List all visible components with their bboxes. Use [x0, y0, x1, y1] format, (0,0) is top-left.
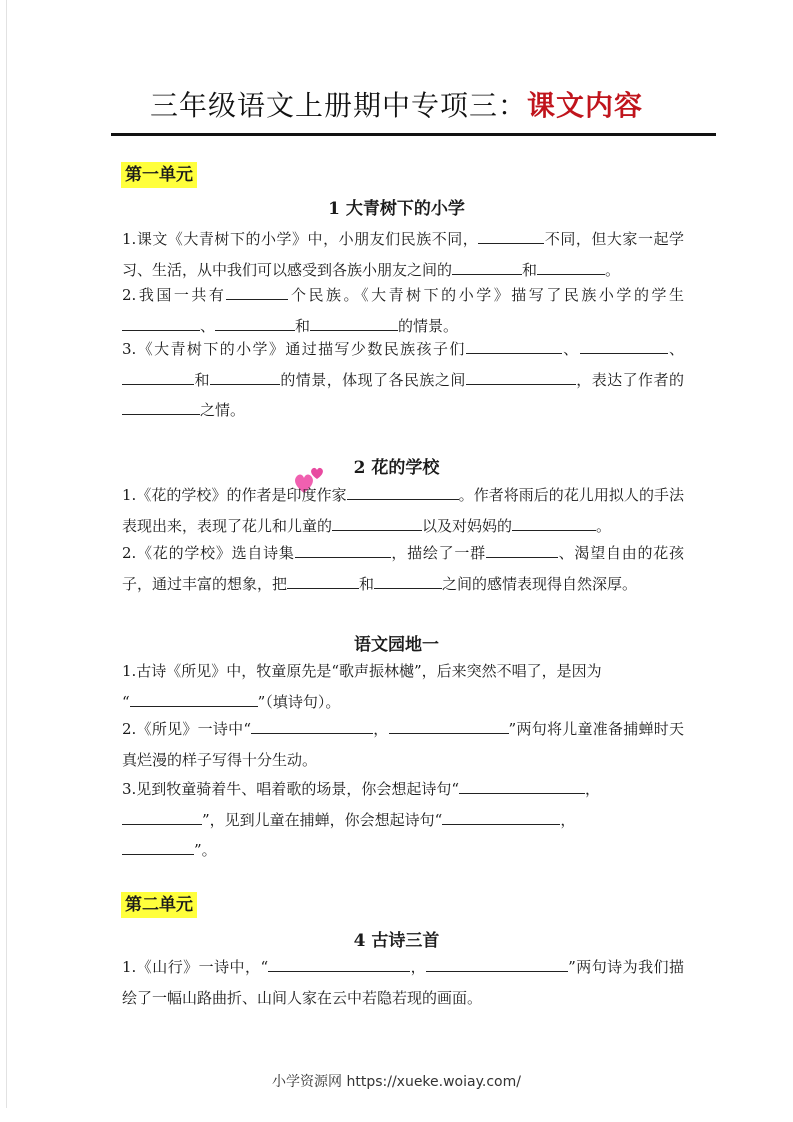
question-1-3: 3.《大青树下的小学》通过描写少数民族孩子们 、 、和 的情景，体现了各民族之间 ，表达了作者的之情。: [122, 334, 684, 426]
page-title: [0, 84, 793, 124]
answer-blank[interactable]: [310, 314, 398, 331]
answer-blank[interactable]: [512, 514, 596, 531]
question-2-1: 1.《花的学校》的作者是印度作家 。作者将雨后的花儿用拟人的手法表现出来，表现了花儿和儿童的 以及对妈妈的 。: [122, 480, 684, 541]
answer-blank[interactable]: [130, 690, 258, 707]
page-title-highlight: 课文内容: [527, 89, 644, 122]
page-title-main: 三年级语文上册期中专项三：: [149, 89, 527, 122]
unit-label-2: 第二单元: [121, 892, 197, 918]
title-rule: [111, 133, 716, 136]
question-1-2: 2.我国一共有 个民族。《大青树下的小学》描写了民族小学的学生、 和 的情景。: [122, 280, 684, 341]
answer-blank[interactable]: [251, 717, 373, 734]
answer-blank[interactable]: [442, 808, 560, 825]
lesson-title-1: 1 大青树下的小学: [328, 199, 465, 219]
question-2-2: 2.《花的学校》选自诗集 ，描绘了一群 、渴望自由的花孩子，通过丰富的想象，把 和 之间的感情表现得自然深厚。: [122, 538, 684, 599]
unit-label-1: 第一单元: [121, 162, 197, 188]
answer-blank[interactable]: [452, 258, 522, 275]
answer-blank[interactable]: [215, 314, 295, 331]
footer-watermark: 小学资源网 https://xueke.woiay.com/: [272, 1074, 521, 1090]
answer-blank[interactable]: [122, 398, 200, 415]
answer-blank[interactable]: [459, 777, 585, 794]
answer-blank[interactable]: [374, 572, 442, 589]
answer-blank[interactable]: [580, 337, 668, 354]
answer-blank[interactable]: [122, 314, 200, 331]
answer-blank[interactable]: [466, 337, 562, 354]
answer-blank[interactable]: [226, 283, 288, 300]
answer-blank[interactable]: [478, 227, 544, 244]
question-4-1: 1.《山行》一诗中，“ ， ”两句诗为我们描绘了一幅山路曲折、山间人家在云中若隐若现的画面。: [122, 952, 684, 1013]
lesson-title-2: 2 花的学校: [353, 458, 440, 478]
answer-blank[interactable]: [426, 955, 568, 972]
answer-blank[interactable]: [287, 572, 359, 589]
answer-blank[interactable]: [332, 514, 422, 531]
question-1-1: 1.课文《大青树下的小学》中，小朋友们民族不同， 不同，但大家一起学习、生活，从中我们可以感受到各族小朋友之间的 和 。: [122, 224, 684, 285]
answer-blank[interactable]: [466, 368, 576, 385]
lesson-title-4: 4 古诗三首: [353, 931, 440, 951]
garden-title-1: 语文园地一: [354, 635, 439, 655]
answer-blank[interactable]: [347, 483, 459, 500]
answer-blank[interactable]: [389, 717, 509, 734]
answer-blank[interactable]: [295, 541, 391, 558]
question-g-2: 2.《所见》一诗中“ ， ”两句将儿童准备捕蝉时天真烂漫的样子写得十分生动。: [122, 714, 684, 775]
answer-blank[interactable]: [122, 808, 202, 825]
question-g-3: 3.见到牧童骑着牛、唱着歌的场景，你会想起诗句“ ， ”，见到儿童在捕蝉，你会想起诗句“ ， ”。: [122, 774, 684, 866]
answer-blank[interactable]: [486, 541, 558, 558]
answer-blank[interactable]: [122, 368, 194, 385]
answer-blank[interactable]: [537, 258, 605, 275]
question-g-1: 1.古诗《所见》中，牧童原先是“歌声振林樾”，后来突然不唱了，是因为 “ ”（填诗句）。: [122, 662, 602, 711]
answer-blank[interactable]: [122, 838, 194, 855]
answer-blank[interactable]: [268, 955, 410, 972]
answer-blank[interactable]: [210, 368, 280, 385]
